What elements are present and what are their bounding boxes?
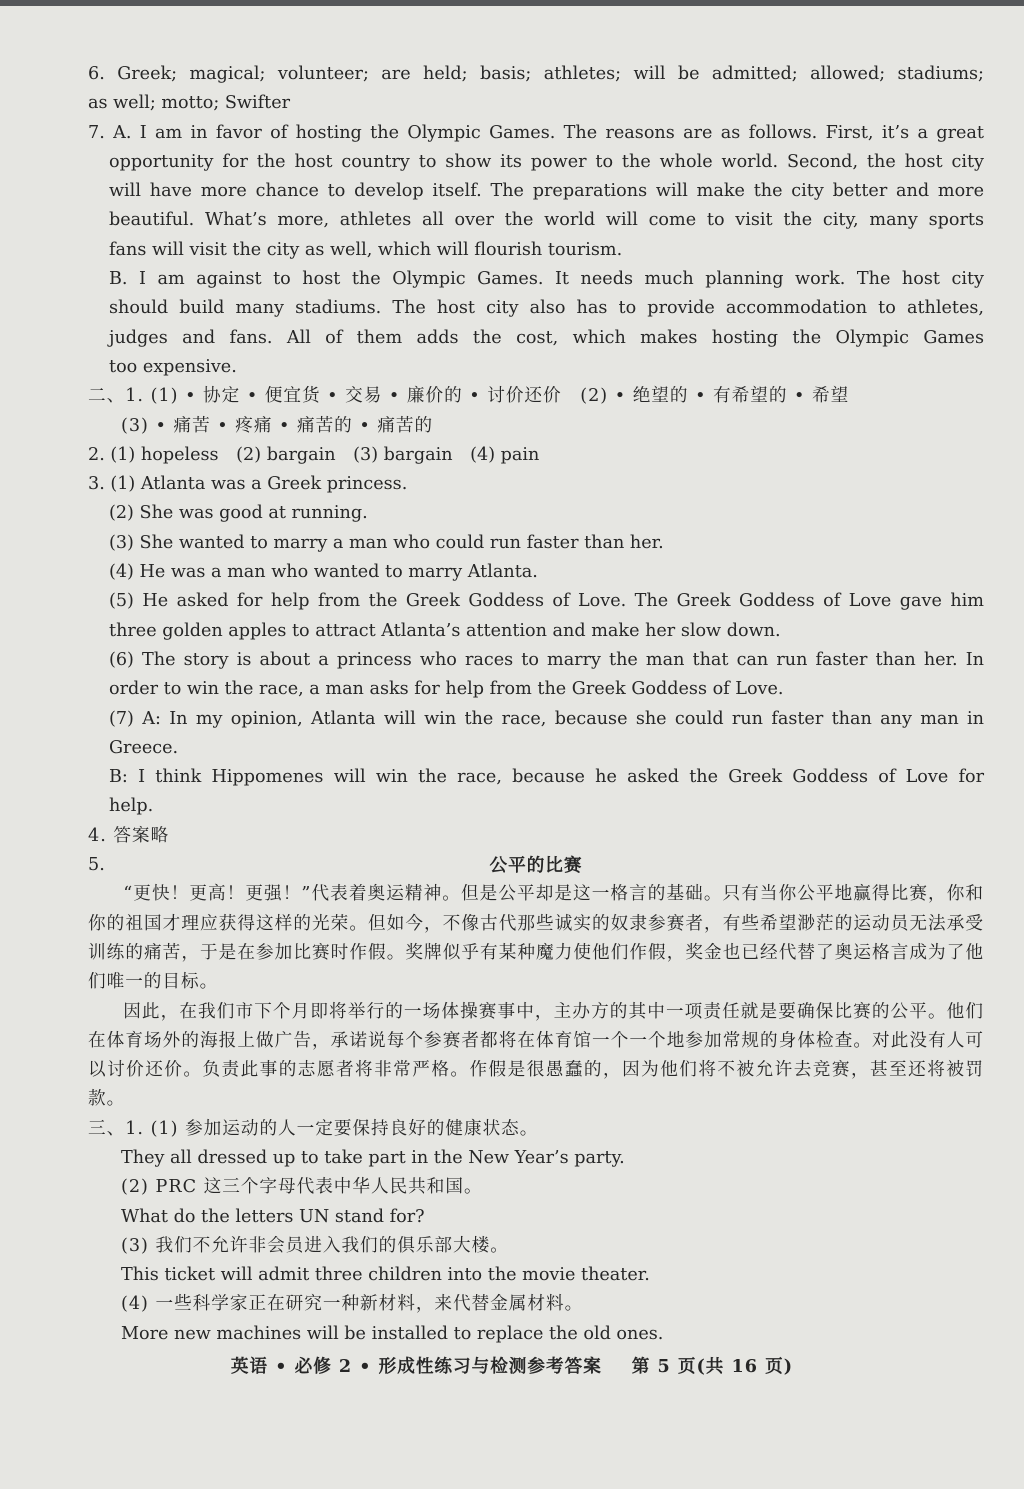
s2-q1-line-2: (3) • 痛苦 • 疼痛 • 痛苦的 • 痛苦的 <box>121 415 434 436</box>
q6-line-2: as well; motto; Swifter <box>88 93 291 114</box>
q7a-line-1: 7. A. I am in favor of hosting the Olympic Games. The reasons are as follows. First, it’s a great <box>88 122 984 143</box>
s2-q2: 2. (1) hopeless (2) bargain (3) bargain (4) pain <box>88 444 540 465</box>
footer-book-title: 英语 • 必修 2 • 形成性练习与检测参考答案 <box>230 1356 602 1377</box>
q7a-line-3: will have more chance to develop itself. The preparations will make the city better and more <box>109 181 984 202</box>
s3-line-6: This ticket will admit three children into the movie theater. <box>121 1265 650 1286</box>
s2-q3-line-12: help. <box>109 796 154 817</box>
s2-q3-line-3: (3) She wanted to marry a man who could run faster than her. <box>109 532 664 553</box>
s2-q3-line-8: order to win the race, a man asks for help from the Greek Goddess of Love. <box>109 679 784 700</box>
s2-q5-title: 公平的比赛 <box>489 855 583 877</box>
s2-q3-line-7: (6) The story is about a princess who races to marry the man that can run faster than her. In <box>109 649 984 670</box>
s3-line-1: 三、1. (1) 参加运动的人一定要保持良好的健康状态。 <box>88 1118 539 1139</box>
s3-line-5: (3) 我们不允许非会员进入我们的俱乐部大楼。 <box>121 1235 509 1256</box>
s2-q5-number: 5. <box>88 855 105 876</box>
answer-page <box>88 60 984 1349</box>
s2-q3-line-2: (2) She was good at running. <box>109 503 368 524</box>
s3-line-8: More new machines will be installed to replace the old ones. <box>121 1323 664 1344</box>
s2-q1-line-1: 二、1. (1) • 协定 • 便宜货 • 交易 • 廉价的 • 讨价还价 (2) • 绝望的 • 有希望的 • 希望 <box>88 386 850 407</box>
q7b-line-4: too expensive. <box>109 356 237 377</box>
q7a-line-2: opportunity for the host country to show its power to the whole world. Second, the host city <box>109 151 984 172</box>
q7b-line-3: judges and fans. All of them adds the cost, which makes hosting the Olympic Games <box>109 327 984 348</box>
s2-q3-line-6: three golden apples to attract Atlanta’s attention and make her slow down. <box>109 620 781 641</box>
scan-top-edge <box>0 0 1024 6</box>
q7a-line-5: fans will visit the city as well, which will flourish tourism. <box>109 239 623 260</box>
s2-q5-heading <box>88 851 984 880</box>
s2-q4: 4. 答案略 <box>88 825 170 846</box>
q7a-line-4: beautiful. What’s more, athletes all over the world will come to visit the city, many sports <box>109 210 984 231</box>
s2-q5-paragraph-2: 因此，在我们市下个月即将举行的一场体操赛事中，主办方的其中一项责任就是要确保比赛的公平。他们在体育场外的海报上做广告，承诺说每个参赛者都将在体育馆一个一个地参加常规的身体检查。对此没有人可以讨价还价。负责此事的志愿者将非常严格。作假是很愚蠢的，因为他们将不被允许去竞赛，甚至还将被罚款。 <box>88 1001 984 1110</box>
s2-q3-line-11: B: I think Hippomenes will win the race, because he asked the Greek Goddess of Love for <box>109 767 984 788</box>
footer-page-number: 第 5 页(共 16 页) <box>631 1356 794 1377</box>
s3-line-4: What do the letters UN stand for? <box>121 1206 425 1227</box>
s2-q5-paragraph-1: “更快！更高！更强！”代表着奥运精神。但是公平却是这一格言的基础。只有当你公平地赢得比赛，你和你的祖国才理应获得这样的光荣。但如今，不像古代那些诚实的奴隶参赛者，有些希望渺茫的运动员无法承受训练的痛苦，于是在参加比赛时作假。奖牌似乎有某种魔力使他们作假，奖金也已经代替了奥运格言成为了他们唯一的目标。 <box>88 884 984 993</box>
s3-line-2: They all dressed up to take part in the New Year’s party. <box>121 1147 625 1168</box>
q6-line-1: 6. Greek; magical; volunteer; are held; basis; athletes; will be admitted; allowed; stadiums; <box>88 64 984 84</box>
s2-q3-line-5: (5) He asked for help from the Greek Goddess of Love. The Greek Goddess of Love gave him <box>109 591 984 612</box>
q7b-line-2: should build many stadiums. The host city also has to provide accommodation to athletes, <box>109 298 984 319</box>
q7b-line-1: B. I am against to host the Olympic Games. It needs much planning work. The host city <box>109 269 984 290</box>
s2-q3-line-10: Greece. <box>109 737 179 758</box>
s2-q3-line-9: (7) A: In my opinion, Atlanta will win the race, because she could run faster than any man in <box>109 708 984 729</box>
s2-q3-line-1: 3. (1) Atlanta was a Greek princess. <box>88 474 408 495</box>
page-footer <box>0 1353 1024 1378</box>
s3-line-3: (2) PRC 这三个字母代表中华人民共和国。 <box>121 1177 483 1198</box>
s3-line-7: (4) 一些科学家正在研究一种新材料，来代替金属材料。 <box>121 1294 584 1315</box>
s2-q3-line-4: (4) He was a man who wanted to marry Atlanta. <box>109 562 538 583</box>
